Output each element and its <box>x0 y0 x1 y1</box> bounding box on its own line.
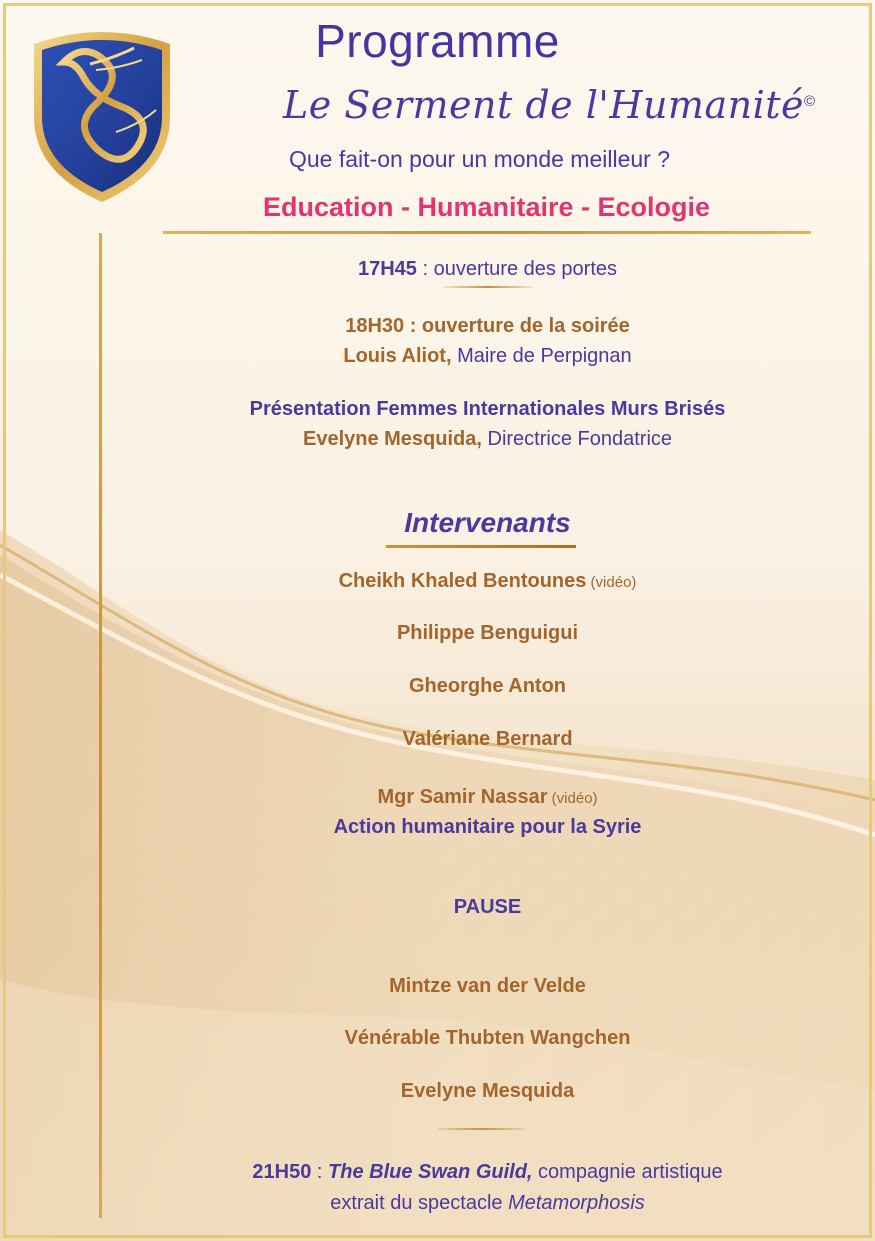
speaker-2: Philippe Benguigui <box>396 622 579 644</box>
finale-show: Metamorphosis <box>508 1192 645 1214</box>
header-divider <box>163 231 811 234</box>
speaker-8: Evelyne Mesquida <box>400 1080 575 1102</box>
speaker-1: Cheikh Khaled Bentounes <box>338 570 587 592</box>
speaker-5-topic: Action humanitaire pour la Syrie <box>333 816 642 838</box>
opening-speaker: Louis Aliot, <box>343 345 452 367</box>
speaker-1-note: (vidéo) <box>586 574 637 591</box>
tagline: Que fait-on pour un monde meilleur ? <box>289 146 670 172</box>
intervenants-underline <box>386 545 576 548</box>
themes: Education - Humanitaire - Ecologie <box>263 192 711 222</box>
doors-line <box>100 258 875 281</box>
speaker-1-line <box>100 570 875 593</box>
finale-sep: : <box>311 1161 329 1183</box>
event-name-text: Le Serment de l'Humanité <box>283 83 805 127</box>
event-name <box>283 83 816 127</box>
divider-small <box>444 286 532 288</box>
opening-line: 18H30 : ouverture de la soirée <box>345 315 630 337</box>
doors-label: : ouverture des portes <box>416 258 618 280</box>
opening-speaker-role: Maire de Perpignan <box>451 345 632 367</box>
gold-vertical-rule <box>99 233 102 1218</box>
copyright-mark: © <box>804 93 816 110</box>
presentation-title: Présentation Femmes Internationales Murs Brisés <box>249 398 726 420</box>
opening-speaker-line <box>100 345 875 368</box>
pause-label: PAUSE <box>453 896 522 918</box>
presentation-speaker: Evelyne Mesquida, <box>302 428 482 450</box>
finale-time: 21H50 <box>252 1161 312 1183</box>
speaker-3: Gheorghe Anton <box>408 675 567 697</box>
presentation-speaker-line <box>100 428 875 451</box>
speaker-5-note: (vidéo) <box>547 790 598 807</box>
finale-group: The Blue Swan Guild, <box>328 1161 533 1183</box>
speaker-5: Mgr Samir Nassar <box>377 786 548 808</box>
speaker-5-line <box>100 786 875 809</box>
finale-line <box>100 1161 875 1184</box>
finale-extract-label: extrait du spectacle <box>330 1192 509 1214</box>
speaker-4: Valériane Bernard <box>402 728 573 750</box>
presentation-speaker-role: Directrice Fondatrice <box>481 428 673 450</box>
divider-small-bottom <box>438 1128 524 1130</box>
doors-time: 17H45 <box>357 258 417 280</box>
speaker-6: Mintze van der Velde <box>389 975 586 997</box>
finale-group-desc: compagnie artistique <box>532 1161 723 1183</box>
page-title: Programme <box>315 15 560 67</box>
finale-extract-line <box>100 1192 875 1215</box>
intervenants-heading: Intervenants <box>404 507 571 538</box>
speaker-7: Vénérable Thubten Wangchen <box>344 1027 631 1049</box>
